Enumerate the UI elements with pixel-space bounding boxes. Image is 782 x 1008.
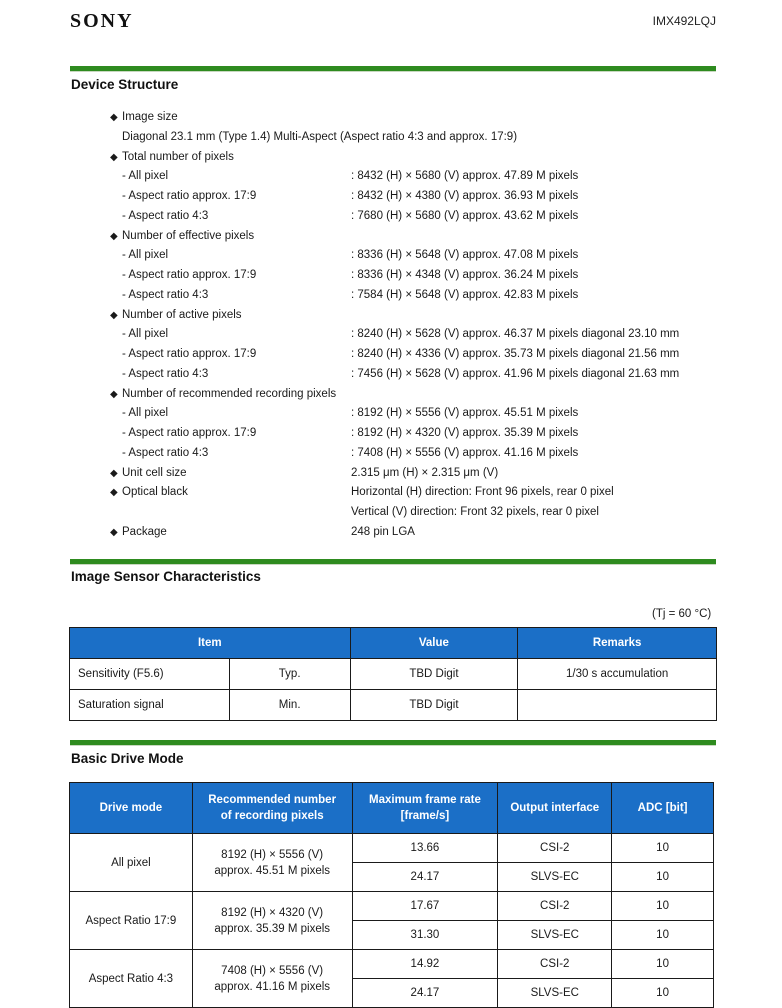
adc-cell: 10 (612, 950, 714, 979)
spec-row (0, 226, 782, 246)
sensor-characteristics-title: Image Sensor Characteristics (71, 569, 261, 584)
header-frame-rate: Maximum frame rate [frame/s] (352, 783, 498, 834)
interface-cell: SLVS-EC (498, 863, 612, 892)
spec-label: - All pixel (122, 249, 169, 262)
interface-cell: SLVS-EC (498, 921, 612, 950)
spec-value: : 8432 (H) × 5680 (V) approx. 47.89 M pixels (351, 170, 579, 183)
spec-heading: ◆ Number of effective pixels (110, 226, 254, 247)
interface-cell: CSI-2 (498, 892, 612, 921)
spec-label: - All pixel (122, 407, 169, 420)
drive-mode-cell: Aspect Ratio 4:3 (70, 950, 193, 1008)
spec-label: - Aspect ratio approx. 17:9 (122, 190, 257, 202)
spec-row (0, 186, 782, 206)
table-row (70, 834, 714, 863)
section-divider (70, 740, 716, 745)
spec-row (0, 127, 782, 147)
diamond-bullet-icon: ◆ (110, 112, 118, 123)
spec-label: - Aspect ratio 4:3 (122, 209, 209, 222)
spec-row (0, 502, 782, 522)
diamond-bullet-icon: ◆ (110, 230, 118, 242)
spec-label: Diagonal 23.1 mm (Type 1.4) Multi-Aspect (Aspect ratio 4:3 and approx. 17:9) (122, 130, 518, 143)
spec-row (0, 285, 782, 305)
sony-logo: SONY (70, 10, 134, 32)
spec-row (0, 147, 782, 167)
drive-mode-cell: Aspect Ratio 17:9 (70, 892, 193, 950)
header-adc: ADC [bit] (612, 783, 714, 834)
condition-cell: Min. (229, 690, 350, 721)
interface-cell: SLVS-EC (498, 979, 612, 1008)
spec-label: - All pixel (122, 328, 169, 341)
drive-mode-cell: All pixel (70, 834, 193, 892)
condition-cell: Typ. (229, 659, 350, 690)
adc-cell: 10 (612, 979, 714, 1008)
spec-label: - Aspect ratio approx. 17:9 (122, 269, 257, 281)
interface-cell: CSI-2 (498, 834, 612, 863)
spec-row (0, 423, 782, 443)
spec-label: - Aspect ratio 4:3 (122, 367, 209, 380)
spec-value: : 8336 (H) × 5648 (V) approx. 47.08 M pixels (351, 249, 579, 262)
item-cell: Sensitivity (F5.6) (70, 659, 230, 690)
table-row (70, 950, 714, 979)
spec-heading: ◆ Number of recommended recording pixels (110, 384, 336, 405)
spec-value: : 8336 (H) × 4348 (V) approx. 36.24 M pixels (351, 269, 579, 281)
spec-value: : 8240 (H) × 4336 (V) approx. 35.73 M pixels diagonal 21.56 mm (351, 348, 680, 360)
item-cell: Saturation signal (70, 690, 230, 721)
table-row (70, 659, 717, 690)
spec-row (0, 522, 782, 542)
recording-pixels-cell: 7408 (H) × 5556 (V) approx. 41.16 M pixels (192, 950, 352, 1008)
spec-row (0, 344, 782, 364)
diamond-bullet-icon: ◆ (110, 467, 118, 479)
spec-value: Horizontal (H) direction: Front 96 pixels, rear 0 pixel (351, 486, 614, 499)
spec-row (0, 403, 782, 423)
table-row (70, 690, 717, 721)
spec-value: : 8240 (H) × 5628 (V) approx. 46.37 M pixels diagonal 23.10 mm (351, 328, 680, 341)
adc-cell: 10 (612, 863, 714, 892)
spec-value: Vertical (V) direction: Front 32 pixels, rear 0 pixel (351, 506, 599, 518)
adc-cell: 10 (612, 834, 714, 863)
adc-cell: 10 (612, 921, 714, 950)
drive-mode-table (69, 782, 714, 1008)
diamond-bullet-icon: ◆ (110, 151, 118, 163)
device-structure-title: Device Structure (71, 77, 179, 92)
spec-label: - Aspect ratio 4:3 (122, 446, 209, 459)
frame-rate-cell: 14.92 (352, 950, 498, 979)
spec-row (0, 324, 782, 344)
frame-rate-cell: 24.17 (352, 979, 498, 1008)
spec-row (0, 245, 782, 265)
spec-row (0, 364, 782, 384)
spec-label: - All pixel (122, 170, 169, 183)
spec-value: : 7680 (H) × 5680 (V) approx. 43.62 M pixels (351, 209, 579, 222)
spec-heading: ◆ Optical black (110, 482, 188, 503)
spec-heading: ◆ Package (110, 522, 167, 543)
diamond-bullet-icon: ◆ (110, 388, 118, 400)
table-header-row (70, 628, 717, 659)
spec-row (0, 265, 782, 285)
spec-value: 248 pin LGA (351, 525, 415, 538)
spec-row (0, 305, 782, 325)
spec-row (0, 384, 782, 404)
spec-value: : 8432 (H) × 4380 (V) approx. 36.93 M pixels (351, 190, 579, 202)
header-remarks: Remarks (518, 628, 717, 659)
remarks-cell: 1/30 s accumulation (518, 659, 717, 690)
value-cell: TBD Digit (350, 659, 518, 690)
spec-heading: ◆ Total number of pixels (110, 147, 234, 168)
header-output-interface: Output interface (498, 783, 612, 834)
spec-heading: ◆ Image size (110, 107, 178, 128)
recording-pixels-cell: 8192 (H) × 4320 (V) approx. 35.39 M pixels (192, 892, 352, 950)
section-divider (70, 66, 716, 71)
remarks-cell (518, 690, 717, 721)
spec-row (0, 166, 782, 186)
spec-label: - Aspect ratio approx. 17:9 (122, 427, 257, 439)
spec-value: : 7456 (H) × 5628 (V) approx. 41.96 M pixels diagonal 21.63 mm (351, 367, 680, 380)
diamond-bullet-icon: ◆ (110, 309, 118, 321)
value-cell: TBD Digit (350, 690, 518, 721)
spec-row (0, 463, 782, 483)
spec-value: : 8192 (H) × 5556 (V) approx. 45.51 M pixels (351, 407, 579, 420)
frame-rate-cell: 13.66 (352, 834, 498, 863)
spec-label: - Aspect ratio 4:3 (122, 288, 209, 301)
spec-value: : 7584 (H) × 5648 (V) approx. 42.83 M pixels (351, 288, 579, 301)
sensor-characteristics-table (69, 627, 717, 721)
spec-row (0, 107, 782, 127)
diamond-bullet-icon: ◆ (110, 526, 118, 538)
model-number: IMX492LQJ (652, 14, 716, 28)
recording-pixels-cell: 8192 (H) × 5556 (V) approx. 45.51 M pixels (192, 834, 352, 892)
spec-value: 2.315 μm (H) × 2.315 μm (V) (351, 466, 499, 479)
header-recording-pixels: Recommended number of recording pixels (192, 783, 352, 834)
frame-rate-cell: 24.17 (352, 863, 498, 892)
temperature-condition: (Tj = 60 °C) (652, 608, 712, 620)
spec-heading: ◆ Unit cell size (110, 463, 187, 484)
spec-row (0, 443, 782, 463)
frame-rate-cell: 31.30 (352, 921, 498, 950)
table-header-row (70, 783, 714, 834)
spec-value: : 7408 (H) × 5556 (V) approx. 41.16 M pixels (351, 446, 579, 459)
header-item: Item (70, 628, 351, 659)
header-value: Value (350, 628, 518, 659)
interface-cell: CSI-2 (498, 950, 612, 979)
table-row (70, 892, 714, 921)
spec-value: : 8192 (H) × 4320 (V) approx. 35.39 M pixels (351, 427, 579, 439)
section-divider (70, 559, 716, 564)
frame-rate-cell: 17.67 (352, 892, 498, 921)
spec-label: - Aspect ratio approx. 17:9 (122, 348, 257, 360)
adc-cell: 10 (612, 892, 714, 921)
header-drive-mode: Drive mode (70, 783, 193, 834)
drive-mode-title: Basic Drive Mode (71, 751, 184, 766)
spec-row (0, 206, 782, 226)
diamond-bullet-icon: ◆ (110, 487, 118, 499)
spec-row (0, 482, 782, 502)
spec-heading: ◆ Number of active pixels (110, 305, 242, 326)
